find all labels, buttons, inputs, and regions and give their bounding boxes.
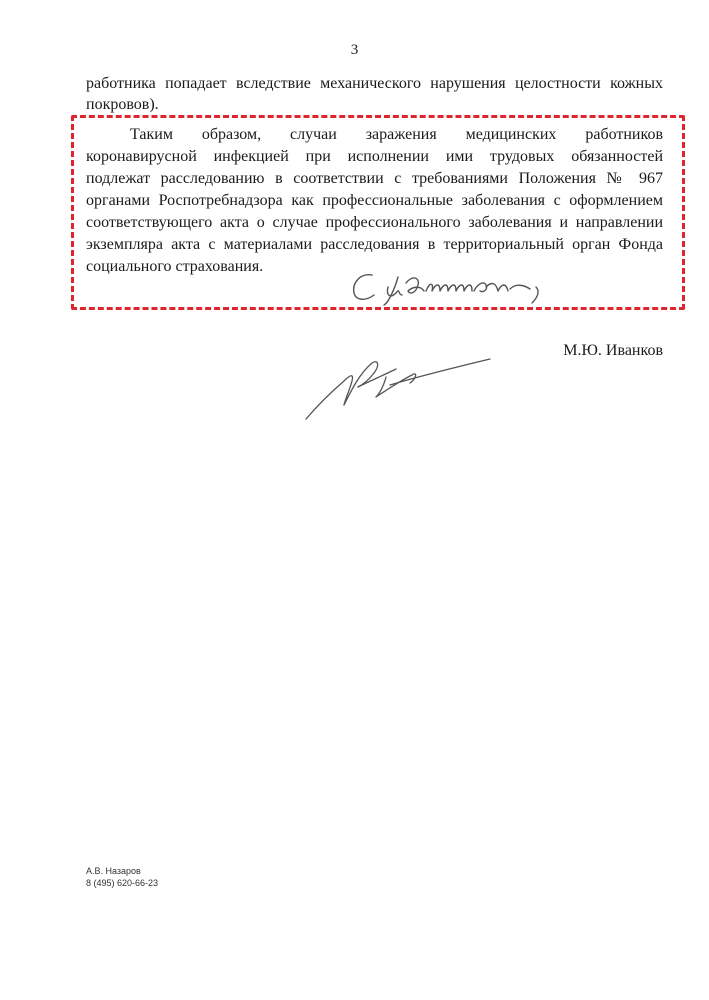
text-line-content: Таким образом, случаи заражения медицинских работников [130,126,663,143]
executor-phone: 8 (495) 620-66-23 [86,878,159,888]
signer-name: М.Ю. Иванков [563,342,663,359]
page-number: 3 [350,42,359,58]
text-line: подлежат расследованию в соответствии с требованиями Положения № 967 [86,170,663,187]
text-line: соответствующего акта о случае профессионального заболевания и направлении [86,214,663,231]
signature [300,355,500,425]
handwritten-closing [340,265,570,310]
text-line: коронавирусной инфекцией при исполнении ими трудовых обязанностей [86,148,663,165]
executor-name: А.В. Назаров [86,866,141,876]
text-line [86,125,663,145]
text-line: покровов). [86,96,159,113]
text-line: работника попадает вследствие механического нарушения целостности кожных [86,75,663,92]
text-line: социального страхования. [86,258,264,275]
text-line: экземпляра акта с материалами расследования в территориальный орган Фонда [86,236,663,253]
text-line: органами Роспотребнадзора как профессиональные заболевания с оформлением [86,192,663,209]
